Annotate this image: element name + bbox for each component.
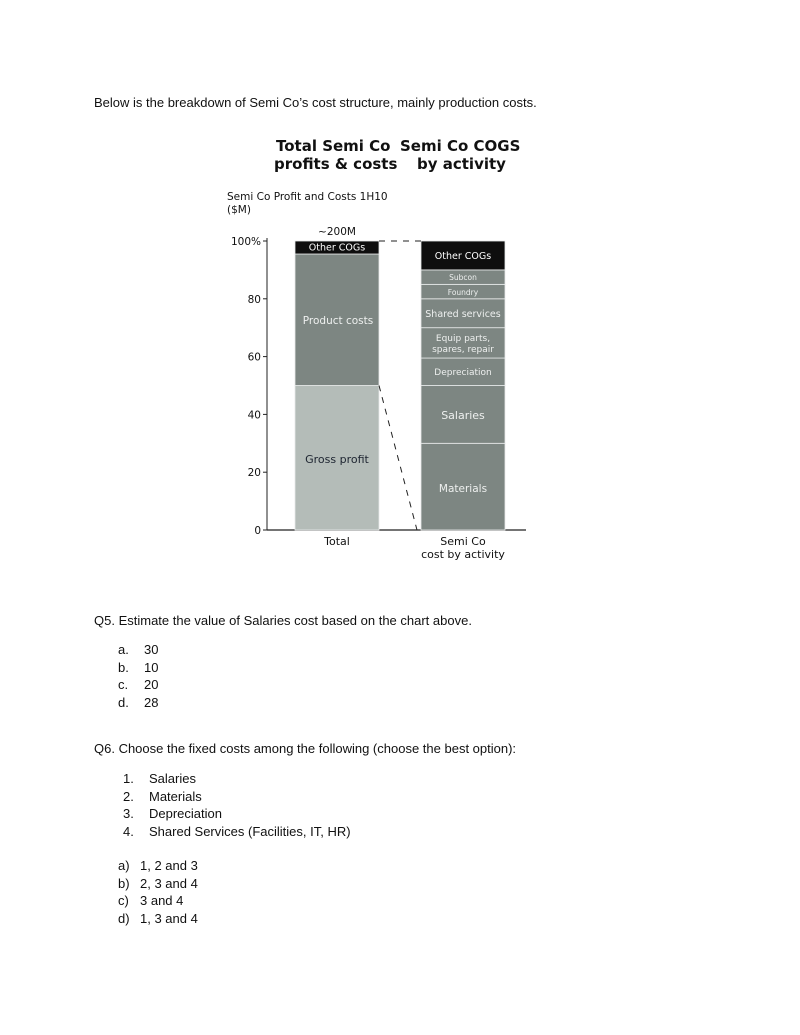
q5-option-d	[118, 694, 158, 712]
chart-annotation-200m: ~200M	[318, 226, 356, 238]
chart-subtitle-line1: Semi Co Profit and Costs 1H10	[227, 191, 388, 203]
option-text: 3 and 4	[140, 893, 184, 909]
chart-title-right-line2: by activity	[417, 155, 506, 173]
item-text: Materials	[149, 788, 202, 804]
option-text: 28	[144, 695, 159, 711]
q5-options	[118, 641, 158, 712]
segment-label-other-cogs-total: Other COGs	[308, 242, 366, 254]
chart-subtitle-line2: ($M)	[227, 204, 251, 216]
item-marker: 1.	[123, 771, 134, 786]
option-marker: a)	[118, 858, 130, 873]
q6-option-d	[118, 910, 198, 928]
q6-item	[123, 805, 351, 823]
option-text: 30	[144, 642, 159, 657]
option-text: 1, 2 and 3	[140, 858, 198, 873]
option-marker: d)	[118, 911, 130, 927]
q6-item	[123, 823, 351, 841]
item-marker: 3.	[123, 806, 134, 822]
item-text: Depreciation	[149, 806, 222, 822]
option-marker: a.	[118, 642, 129, 657]
segment-label-equip-parts-line1: Equip parts,	[435, 334, 491, 344]
segment-label-shared-services: Shared services	[425, 309, 501, 320]
connector-diagonal-dashed-line	[379, 386, 417, 531]
q5-option-b	[118, 659, 158, 677]
option-marker: c.	[118, 677, 129, 693]
option-marker: d.	[118, 695, 129, 711]
item-text: Shared Services (Facilities, IT, HR)	[149, 824, 351, 840]
segment-label-product-costs: Product costs	[302, 315, 374, 327]
chart-title-left-line1: Total Semi Co	[276, 137, 391, 155]
y-tick-label: 0	[254, 525, 261, 537]
x-category-label-semi-co-line2: cost by activity	[421, 548, 505, 561]
q6-item	[123, 770, 351, 788]
chart-title-right-line1: Semi Co COGS	[400, 137, 521, 155]
y-tick-label: 40	[247, 409, 261, 422]
q5-option-c	[118, 676, 158, 694]
option-text: 1, 3 and 4	[140, 911, 198, 927]
chart-title-left-line2: profits & costs	[274, 155, 398, 173]
option-marker: b.	[118, 659, 129, 675]
segment-label-materials: Materials	[438, 483, 488, 495]
q6-option-a	[118, 857, 198, 875]
q6-options	[118, 857, 198, 928]
segment-label-subcon: Subcon	[449, 273, 477, 282]
intro-text: Below is the breakdown of Semi Co’s cost structure, mainly production costs.	[94, 95, 537, 110]
y-tick-label: 20	[247, 467, 261, 480]
option-text: 2, 3 and 4	[140, 875, 198, 891]
q6-question: Q6. Choose the fixed costs among the following (choose the best option):	[94, 741, 517, 756]
y-tick-label: 80	[247, 293, 261, 306]
option-text: 10	[144, 659, 159, 675]
q6-option-b	[118, 875, 198, 893]
segment-label-gross-profit: Gross profit	[305, 453, 369, 466]
q6-items	[123, 770, 351, 841]
item-marker: 4.	[123, 824, 134, 840]
item-text: Salaries	[149, 771, 196, 786]
q6-item	[123, 788, 351, 806]
x-category-label-total: Total	[324, 535, 350, 548]
segment-label-equip-parts-line2: spares, repair	[432, 345, 494, 355]
segment-label-depreciation: Depreciation	[434, 368, 492, 378]
q5-option-a	[118, 641, 158, 659]
segment-label-other-cogs-activity: Other COGs	[434, 251, 492, 262]
segment-label-foundry: Foundry	[447, 288, 479, 297]
option-marker: c)	[118, 893, 129, 909]
q5-question: Q5. Estimate the value of Salaries cost based on the chart above.	[94, 613, 472, 628]
x-category-label-semi-co-line1: Semi Co	[440, 535, 486, 548]
option-text: 20	[144, 677, 159, 693]
y-tick-label: 100%	[230, 236, 261, 248]
option-marker: b)	[118, 875, 130, 891]
segment-label-salaries: Salaries	[441, 409, 485, 422]
item-marker: 2.	[123, 788, 134, 804]
y-tick-label: 60	[247, 351, 261, 364]
q6-option-c	[118, 892, 198, 910]
